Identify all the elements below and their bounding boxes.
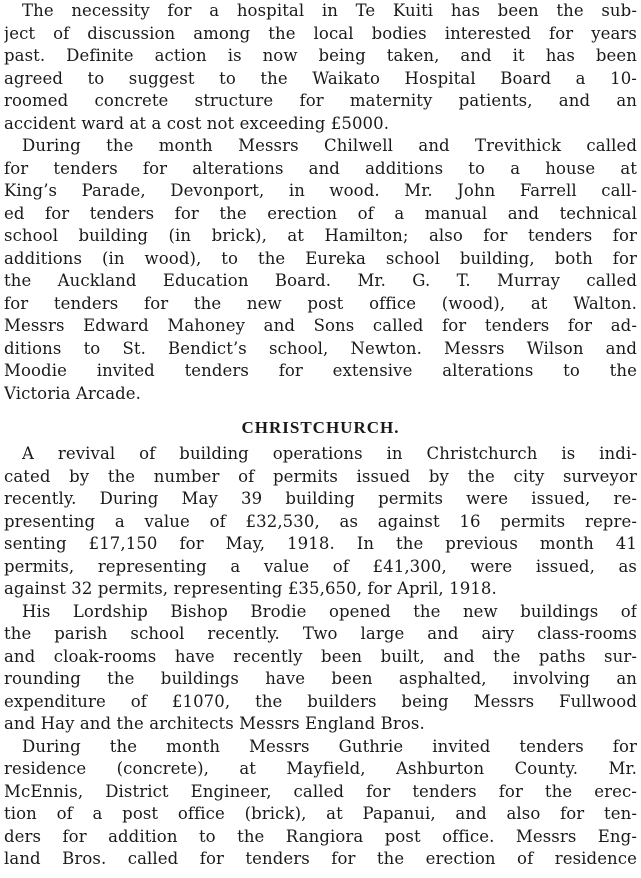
text-line: recently. During May 39 building permits were issued, re- <box>4 489 637 508</box>
text-line: Moodie invited tenders for extensive alterations to the <box>4 361 637 380</box>
text-line: for tenders for the new post office (wood), at Walton. <box>4 293 637 313</box>
text-line: and Hay and the architects Messrs England Bros. <box>4 714 425 733</box>
text-line: tion of a post office (brick), at Papanui, and also for ten- <box>4 804 637 823</box>
text-line: past. Definite action is now being taken, and it has been <box>4 46 637 65</box>
paragraph-parish-school <box>4 601 637 736</box>
text-line: ed for tenders for the erection of a manual and technical <box>4 203 637 223</box>
text-line: expenditure of £1070, the builders being Messrs Fullwood <box>4 691 637 711</box>
text-line: for tenders for alterations and additions to a house at <box>4 158 637 178</box>
text-line: McEnnis, District Engineer, called for tenders for the erec- <box>4 781 637 801</box>
text-line: residence (concrete), at Mayfield, Ashburton County. Mr. <box>4 759 637 778</box>
text-line: land Bros. called for tenders for the erection of residence <box>4 849 637 868</box>
text-line: senting £17,150 for May, 1918. In the previous month 41 <box>4 534 637 553</box>
paragraph-building-permits <box>4 443 637 601</box>
text-line: The necessity for a hospital in Te Kuiti has been the sub- <box>22 1 637 20</box>
text-line: against 32 permits, representing £35,650, for April, 1918. <box>4 579 497 598</box>
section-heading: CHRISTCHURCH. <box>241 418 400 437</box>
text-line: and cloak-rooms have recently been built, and the paths sur- <box>4 646 637 666</box>
text-line: agreed to suggest to the Waikato Hospital Board a 10- <box>4 68 637 88</box>
text-line: school building (in brick), at Hamilton; also for tenders for <box>4 226 637 245</box>
text-line: additions (in wood), to the Eureka school building, both for <box>4 248 637 268</box>
text-line: Messrs Edward Mahoney and Sons called for tenders for ad- <box>4 316 637 335</box>
text-line: During the month Messrs Chilwell and Trevithick called <box>22 136 637 155</box>
text-line: ders for addition to the Rangiora post office. Messrs Eng- <box>4 826 637 846</box>
text-line: cated by the number of permits issued by the city surveyor <box>4 466 637 486</box>
text-line: ject of discussion among the local bodies interested for years <box>4 23 637 43</box>
newspaper-column <box>4 0 637 878</box>
text-line: During the month Messrs Guthrie invited tenders for <box>22 736 637 756</box>
text-line: His Lordship Bishop Brodie opened the new buildings of <box>22 601 637 621</box>
text-line: rounding the buildings have been asphalted, involving an <box>4 669 637 688</box>
text-line: roomed concrete structure for maternity patients, and an <box>4 91 637 110</box>
text-line: Victoria Arcade. <box>4 383 142 403</box>
text-line: A revival of building operations in Christchurch is indi- <box>22 444 637 463</box>
text-line: permits, representing a value of £41,300, were issued, as <box>4 556 637 576</box>
text-line: presenting a value of £32,530, as against 16 permits repre- <box>4 511 637 531</box>
text-line: ditions to St. Bendict’s school, Newton. Messrs Wilson and <box>4 338 637 358</box>
text-line: the parish school recently. Two large and airy class-rooms <box>4 624 637 643</box>
paragraph-te-kuiti-hospital <box>4 0 637 135</box>
paragraph-christchurch-tenders <box>4 736 637 871</box>
text-line: King’s Parade, Devonport, in wood. Mr. John Farrell call- <box>4 181 637 200</box>
paragraph-auckland-tenders <box>4 135 637 405</box>
text-line: accident ward at a cost not exceeding £5000. <box>4 113 390 133</box>
text-line: the Auckland Education Board. Mr. G. T. Murray called <box>4 271 637 290</box>
